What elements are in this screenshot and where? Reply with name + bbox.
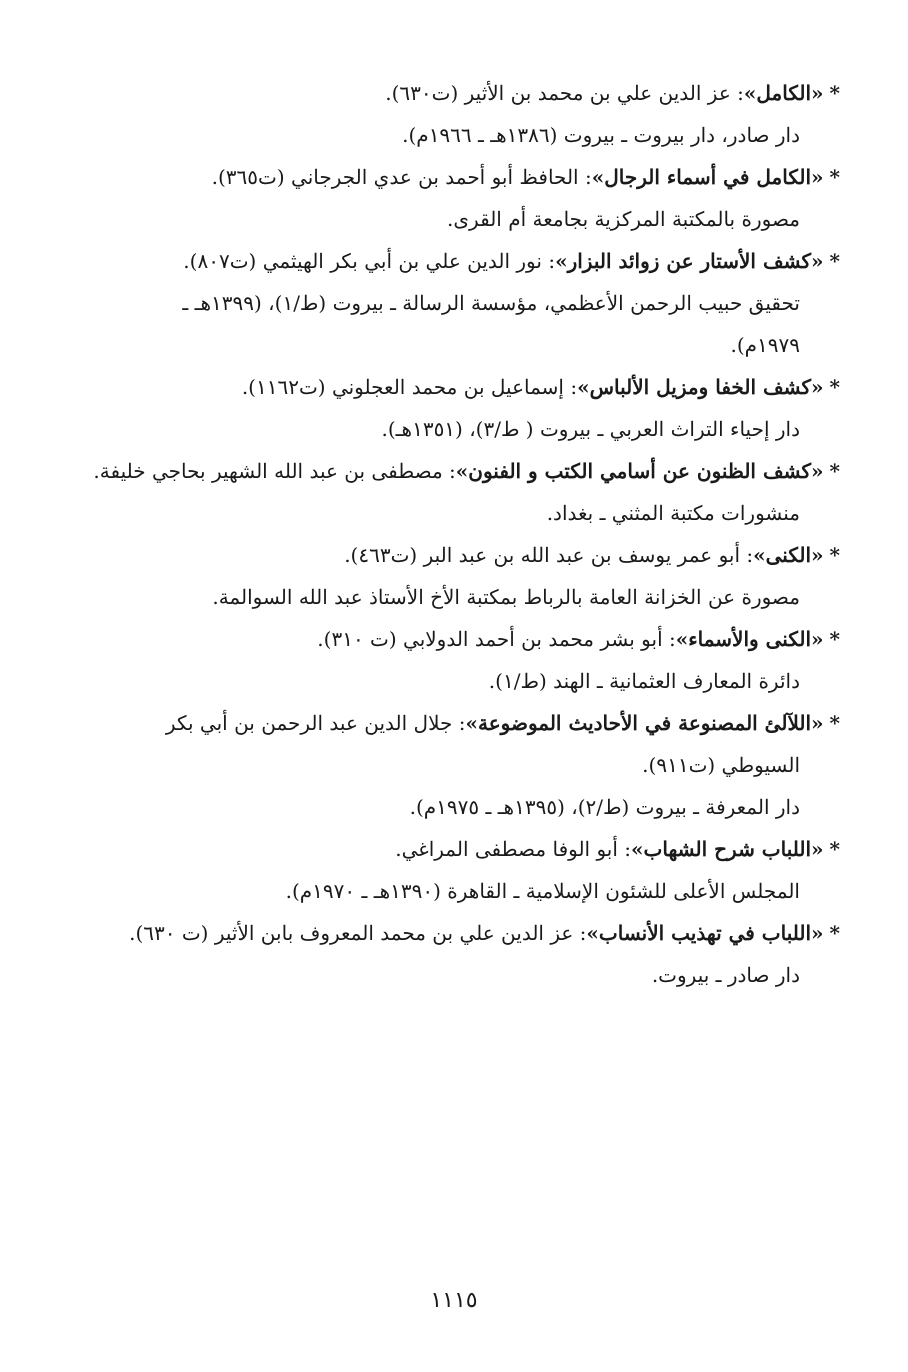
- publication-info: المجلس الأعلى للشئون الإسلامية ـ القاهرة (١٣٩٠هـ ـ ١٩٧٠م).: [285, 879, 800, 903]
- bibliography-entry: [100, 540, 840, 612]
- author-info: : جلال الدين عبد الرحمن بن أبي بكر: [165, 711, 466, 735]
- publication-info: مصورة عن الخزانة العامة بالرباط بمكتبة الأخ الأستاذ عبد الله السوالمة.: [212, 585, 800, 609]
- bullet-icon: *: [829, 459, 840, 483]
- entry-heading: [100, 372, 840, 402]
- author-info: : عز الدين علي بن محمد بن الأثير (ت٦٣٠).: [385, 81, 744, 105]
- entry-heading: [100, 918, 840, 948]
- author-info: : نور الدين علي بن أبي بكر الهيثمي (ت٨٠٧).: [183, 249, 556, 273]
- bullet-icon: *: [829, 837, 840, 861]
- entry-heading: [100, 540, 840, 570]
- book-title: «الكنى والأسماء»: [675, 627, 824, 651]
- publication-info: تحقيق حبيب الرحمن الأعظمي، مؤسسة الرسالة ـ بيروت (ط/١)، (١٣٩٩هـ ـ: [182, 291, 800, 315]
- bibliography-entry: [100, 78, 840, 150]
- book-title: «الكامل»: [743, 81, 824, 105]
- bibliography-entry: [100, 162, 840, 234]
- entry-heading: [100, 162, 840, 192]
- bibliography-entry: [93, 456, 840, 528]
- bibliography-entry: [100, 918, 840, 990]
- book-title: «اللباب شرح الشهاب»: [631, 837, 824, 861]
- publication-info: دار المعرفة ـ بيروت (ط/٢)، (١٣٩٥هـ ـ ١٩٧٥م).: [409, 795, 800, 819]
- entry-heading: [100, 708, 840, 738]
- book-title: «اللباب في تهذيب الأنساب»: [586, 921, 824, 945]
- page-number: ١١١٥: [430, 1288, 478, 1313]
- bullet-icon: *: [829, 711, 840, 735]
- bibliography-entry: [100, 834, 840, 906]
- author-info: : عز الدين علي بن محمد المعروف بابن الأثير (ت ٦٣٠).: [129, 921, 587, 945]
- bullet-icon: *: [829, 375, 840, 399]
- publication-info: دار إحياء التراث العربي ـ بيروت ( ط/٣)، (١٣٥١هـ).: [381, 417, 800, 441]
- bullet-icon: *: [829, 543, 840, 567]
- publication-info: دائرة المعارف العثمانية ـ الهند (ط/١).: [488, 669, 800, 693]
- book-title: «الكامل في أسماء الرجال»: [591, 165, 824, 189]
- author-info: : أبو بشر محمد بن أحمد الدولابي (ت ٣١٠).: [317, 627, 676, 651]
- author-info: : أبو عمر يوسف بن عبد الله بن عبد البر (ت٤٦٣).: [344, 543, 754, 567]
- entry-heading: [93, 456, 840, 486]
- author-info-continued: السيوطي (ت٩١١).: [642, 753, 800, 777]
- publication-info: مصورة بالمكتبة المركزية بجامعة أم القرى.: [447, 207, 800, 231]
- publication-info-continued: ١٩٧٩م).: [730, 333, 800, 357]
- book-title: «الكنى»: [753, 543, 824, 567]
- book-title: «كشف الظنون عن أسامي الكتب و الفنون»: [455, 459, 824, 483]
- bibliography-entry: [100, 624, 840, 696]
- book-title: «اللآلئ المصنوعة في الأحاديث الموضوعة»: [465, 711, 824, 735]
- author-info: : إسماعيل بن محمد العجلوني (ت١١٦٢).: [241, 375, 578, 399]
- bullet-icon: *: [829, 627, 840, 651]
- book-title: «كشف الأستار عن زوائد البزار»: [555, 249, 824, 273]
- book-title: «كشف الخفا ومزيل الألباس»: [577, 375, 824, 399]
- publication-info: منشورات مكتبة المثني ـ بغداد.: [546, 501, 800, 525]
- entry-heading: [100, 624, 840, 654]
- entry-heading: [100, 834, 840, 864]
- bullet-icon: *: [829, 165, 840, 189]
- entry-heading: [100, 78, 840, 108]
- bibliography-page: [93, 78, 840, 1002]
- author-info: : أبو الوفا مصطفى المراغي.: [395, 837, 632, 861]
- publication-info: دار صادر ـ بيروت.: [651, 963, 800, 987]
- entry-heading: [100, 246, 840, 276]
- bullet-icon: *: [829, 81, 840, 105]
- author-info: : مصطفى بن عبد الله الشهير بحاجي خليفة.: [93, 459, 456, 483]
- bullet-icon: *: [829, 249, 840, 273]
- bullet-icon: *: [829, 921, 840, 945]
- bibliography-entry: [100, 708, 840, 822]
- bibliography-entry: [100, 246, 840, 360]
- bibliography-entry: [100, 372, 840, 444]
- publication-info: دار صادر، دار بيروت ـ بيروت (١٣٨٦هـ ـ ١٩٦٦م).: [402, 123, 800, 147]
- author-info: : الحافظ أبو أحمد بن عدي الجرجاني (ت٣٦٥).: [211, 165, 592, 189]
